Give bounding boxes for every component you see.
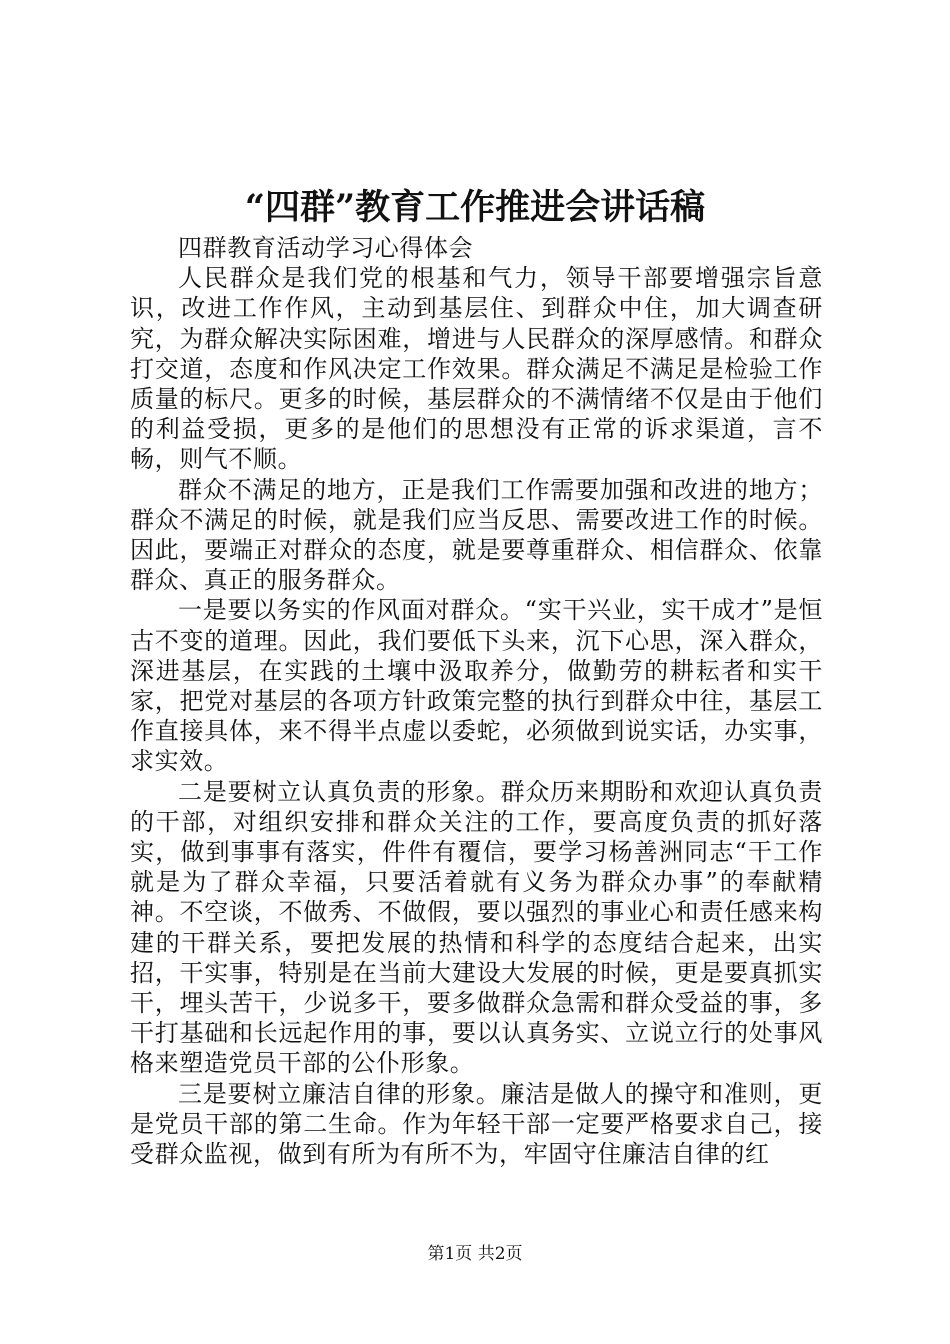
document-title: “四群”教育工作推进会讲话稿 [244, 187, 706, 228]
paragraph: 三是要树立廉洁自律的形象。廉洁是做人的操守和准则，更是党员干部的第二生命。作为年轻干部一定要严格要求自己，接受群众监视，做到有所为有所不为，牢固守住廉洁自律的红 [130, 1079, 823, 1169]
paragraph: 群众不满足的地方，正是我们工作需要加强和改进的地方；群众不满足的时候，就是我们应当反思、需要改进工作的时候。因此，要端正对群众的态度，就是要尊重群众、相信群众、依靠群众、真正的服务群众。 [130, 475, 823, 595]
document-body [130, 233, 823, 1169]
page-footer: 第1页 共2页 [427, 1244, 523, 1264]
paragraph: 二是要树立认真负责的形象。群众历来期盼和欢迎认真负责的干部，对组织安排和群众关注的工作，要高度负责的抓好落实，做到事事有落实，件件有覆信，要学习杨善洲同志“干工作就是为了群众幸福，只要活着就有义务为群众办事”的奉献精神。不空谈，不做秀、不做假，要以强烈的事业心和责任感来构建的干群关系，要把发展的热情和科学的态度结合起来，出实招，干实事，特别是在当前大建设大发展的时候，更是要真抓实干，埋头苦干，少说多干，要多做群众急需和群众受益的事，多干打基础和长远起作用的事，要以认真务实、立说立行的处事风格来塑造党员干部的公仆形象。 [130, 777, 823, 1078]
paragraph: 人民群众是我们党的根基和气力，领导干部要增强宗旨意识，改进工作作风，主动到基层住、到群众中住，加大调查研究，为群众解决实际困难，增进与人民群众的深厚感情。和群众打交道，态度和作风决定工作效果。群众满足不满足是检验工作质量的标尺。更多的时候，基层群众的不满情绪不仅是由于他们的利益受损，更多的是他们的思想没有正常的诉求渠道，言不畅，则气不顺。 [130, 264, 823, 474]
paragraph: 一是要以务实的作风面对群众。“实干兴业，实干成才”是恒古不变的道理。因此，我们要低下头来，沉下心思，深入群众，深进基层，在实践的土壤中汲取养分，做勤劳的耕耘者和实干家，把党对基层的各项方针政策完整的执行到群众中往，基层工作直接具体，来不得半点虚以委蛇，必须做到说实话，办实事，求实效。 [130, 596, 823, 776]
paragraph-subtitle: 四群教育活动学习心得体会 [178, 234, 474, 262]
